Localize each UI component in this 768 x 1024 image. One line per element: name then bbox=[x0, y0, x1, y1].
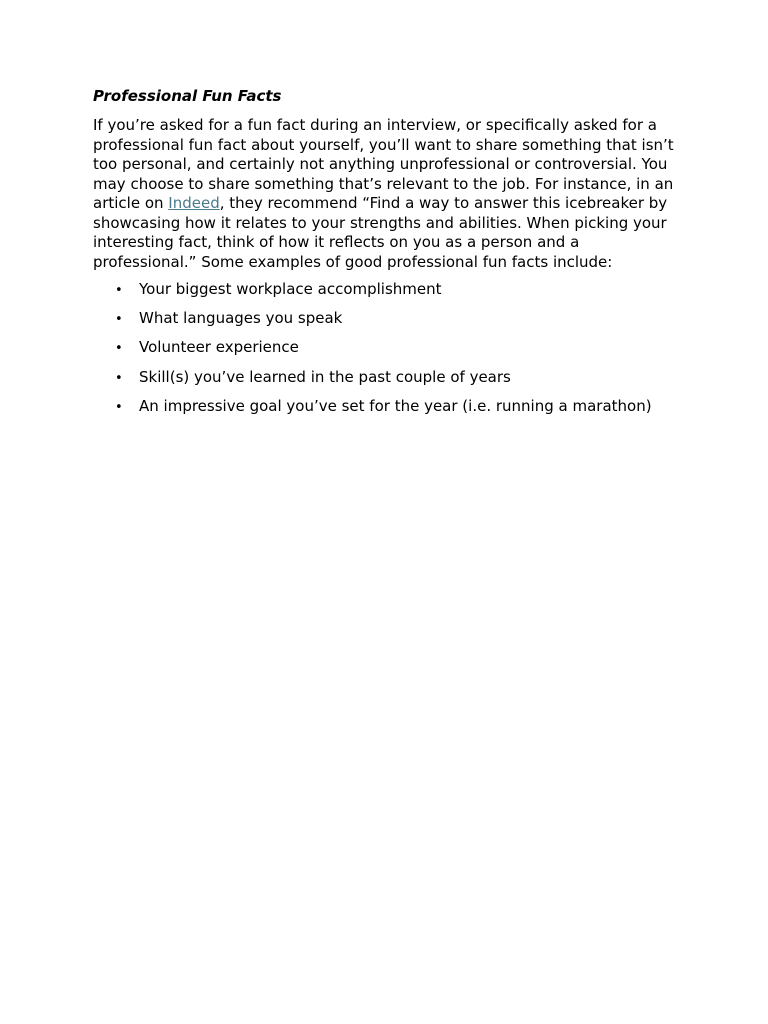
list-item bbox=[93, 368, 683, 388]
list-item bbox=[93, 397, 683, 417]
bullet-icon: • bbox=[115, 399, 123, 415]
list-item-text: An impressive goal you’ve set for the year (i.e. running a marathon) bbox=[139, 396, 652, 415]
paragraph-text-before-link: If you’re asked for a fun fact during an interview, or specifically asked for a professional fun fact about yourself, you’ll want to share something that isn’t too personal, and certainly not anything unprofessional or controversial. You may choose to share something that’s relevant to the job. For instance, in an article on bbox=[93, 116, 674, 212]
bullet-icon: • bbox=[115, 312, 123, 328]
indeed-link[interactable]: Indeed bbox=[168, 194, 220, 212]
list-item-text: What languages you speak bbox=[139, 309, 343, 328]
list-item bbox=[93, 309, 683, 329]
document-body bbox=[93, 86, 683, 426]
section-heading: Professional Fun Facts bbox=[93, 87, 282, 105]
list-item bbox=[93, 338, 683, 358]
bullet-icon: • bbox=[115, 370, 123, 386]
list-item bbox=[93, 280, 683, 300]
bullet-icon: • bbox=[115, 341, 123, 357]
paragraph-text-after-link: , they recommend “Find a way to answer this icebreaker by showcasing how it relates to your strengths and abilities. When picking your interesting fact, think of how it reflects on you as a person and a professional.” Some examples of good professional fun facts include: bbox=[93, 194, 668, 271]
list-item-text: Your biggest workplace accomplishment bbox=[139, 280, 442, 298]
list-item-text: Skill(s) you’ve learned in the past couple of years bbox=[139, 367, 511, 386]
bullet-icon: • bbox=[115, 283, 123, 298]
fun-facts-list bbox=[93, 280, 683, 416]
body-paragraph bbox=[93, 116, 683, 272]
list-item-text: Volunteer experience bbox=[139, 338, 299, 357]
